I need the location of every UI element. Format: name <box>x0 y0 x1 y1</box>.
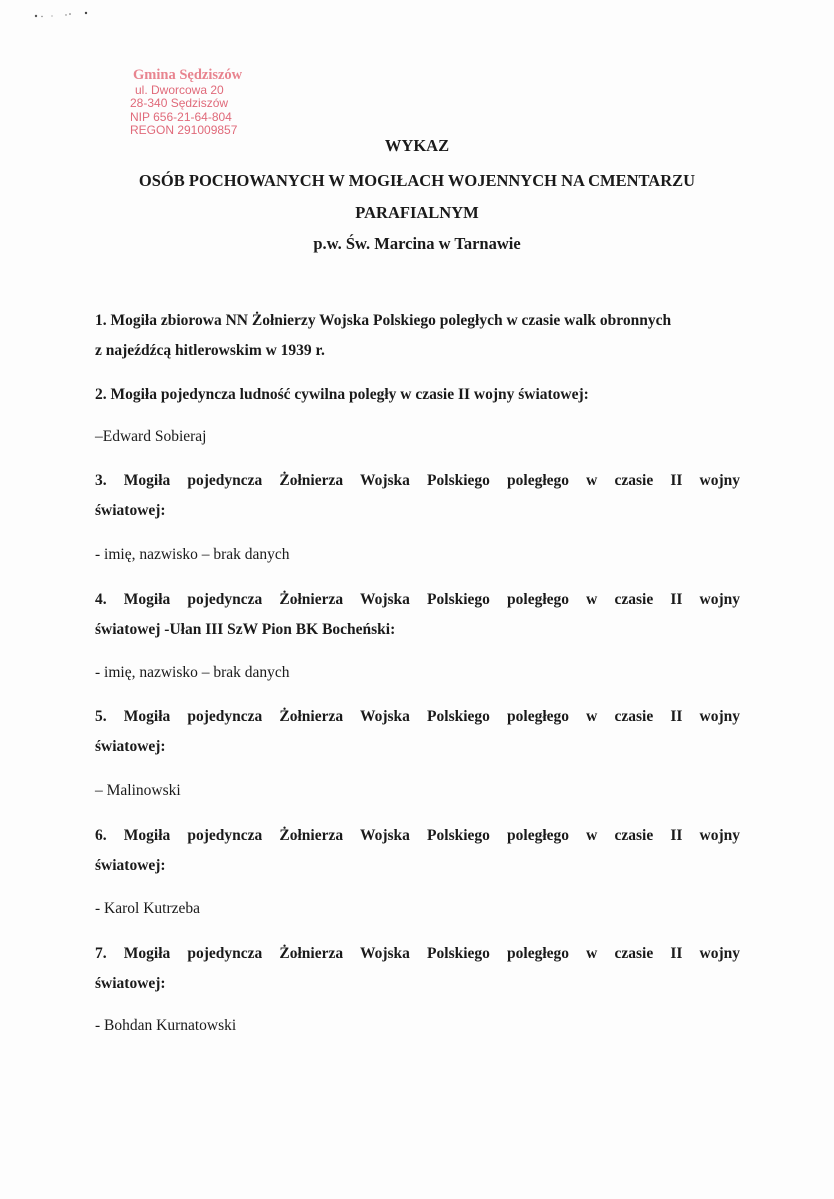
entry-5-title-text: 5. Mogiła pojedyncza Żołnierza Wojska Polskiego poległego w czasie II wojny <box>95 708 740 725</box>
entry-6-title-line-2: światowej: <box>95 857 166 874</box>
document-subtitle-line-2: PARAFIALNYM <box>355 203 479 222</box>
entry-4-title-line-2: światowej -Ułan III SzW Pion BK Bocheński: <box>95 621 396 638</box>
entry-1-title-line-1: 1. Mogiła zbiorowa NN Żołnierzy Wojska Polskiego poległych w czasie walk obronnych <box>95 312 672 329</box>
stamp-city: 28-340 Sędziszów <box>130 96 229 110</box>
entry-4-detail: - imię, nazwisko – brak danych <box>95 664 290 681</box>
document-title: WYKAZ <box>384 136 450 155</box>
entry-4 <box>95 585 740 645</box>
entry-2-detail: –Edward Sobieraj <box>95 428 207 445</box>
entry-6 <box>95 821 740 881</box>
document-subtitle-line-3: p.w. Św. Marcina w Tarnawie <box>313 234 521 253</box>
entry-5-title-line-2: światowej: <box>95 738 166 755</box>
entry-2-title-line-1: 2. Mogiła pojedyncza ludność cywilna poległy w czasie II wojny światowej: <box>95 386 589 403</box>
entry-6-detail: - Karol Kutrzeba <box>95 900 201 917</box>
entry-1-title-line-2: z najeźdźcą hitlerowskim w 1939 r. <box>95 342 325 359</box>
entry-7-title-text: 7. Mogiła pojedyncza Żołnierza Wojska Polskiego poległego w czasie II wojny <box>95 945 740 962</box>
entry-5 <box>95 702 740 762</box>
document-subtitle-line-1: OSÓB POCHOWANYCH W MOGIŁACH WOJENNYCH NA CMENTARZU <box>138 171 696 190</box>
entry-7-detail: - Bohdan Kurnatowski <box>95 1017 237 1034</box>
municipal-stamp <box>130 68 280 138</box>
entry-3-title-text: 3. Mogiła pojedyncza Żołnierza Wojska Polskiego poległego w czasie II wojny <box>95 472 740 489</box>
entry-7 <box>95 939 740 999</box>
stamp-nip: NIP 656-21-64-804 <box>130 109 232 124</box>
entry-3-title-line-2: światowej: <box>95 502 166 519</box>
stamp-regon: REGON 291009857 <box>130 123 238 137</box>
entry-2 <box>95 380 740 410</box>
entry-3-title-line-1 <box>95 466 740 496</box>
stamp-name: Gmina Sędziszów <box>133 67 243 83</box>
entry-7-title-line-2: światowej: <box>95 975 166 992</box>
entry-4-title-line-1 <box>95 585 740 615</box>
entry-3 <box>95 466 740 526</box>
entry-5-detail: – Malinowski <box>95 782 181 799</box>
entry-5-title-line-1 <box>95 702 740 732</box>
entry-3-detail: - imię, nazwisko – brak danych <box>95 546 290 563</box>
entry-4-title-text: 4. Mogiła pojedyncza Żołnierza Wojska Polskiego poległego w czasie II wojny <box>95 591 740 608</box>
entry-1 <box>95 306 740 366</box>
stamp-street: ul. Dworcowa 20 <box>135 82 224 97</box>
entry-6-title-line-1 <box>95 821 740 851</box>
scan-specks <box>30 10 90 20</box>
entry-6-title-text: 6. Mogiła pojedyncza Żołnierza Wojska Polskiego poległego w czasie II wojny <box>95 827 740 844</box>
entry-7-title-line-1 <box>95 939 740 969</box>
